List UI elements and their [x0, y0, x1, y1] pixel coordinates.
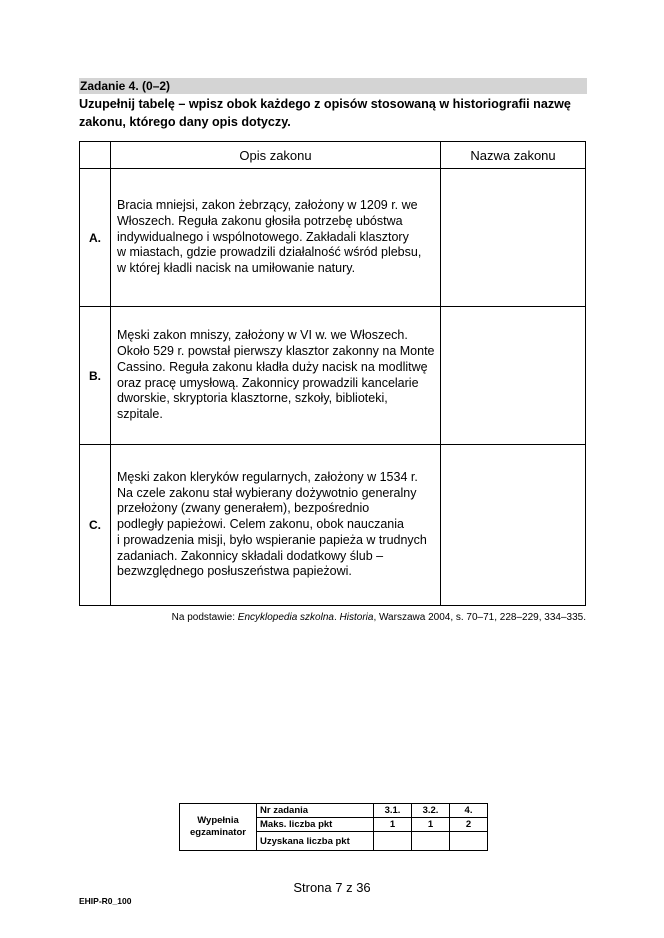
- score-row-label: Uzyskana liczba pkt: [257, 832, 374, 851]
- document-code: EHIP-R0_100: [79, 896, 132, 906]
- score-row-label: Nr zadania: [257, 804, 374, 818]
- order-description: Bracia mniejsi, zakon żebrzący, założony w 1209 r. we Włoszech. Reguła zakonu głosiła potrzebę ubóstwa indywidualnego i wspólnotowego. Zakładali klasztory w miastach, gdzie prowadzili działalność wśród plebsu, w której kładli nacisk na umiłowanie natury.: [111, 169, 441, 307]
- task-number: 3.1.: [374, 804, 412, 818]
- score-box: [179, 803, 488, 851]
- obtained-points-cell[interactable]: [412, 832, 450, 851]
- source-prefix: Na podstawie:: [171, 612, 238, 623]
- order-name-answer-cell[interactable]: [441, 445, 586, 606]
- row-letter: A.: [80, 169, 111, 307]
- task-header: Zadanie 4. (0–2): [79, 78, 587, 94]
- max-points: 1: [374, 818, 412, 832]
- max-points: 1: [412, 818, 450, 832]
- obtained-points-cell[interactable]: [374, 832, 412, 851]
- page-number: Strona 7 z 36: [293, 880, 371, 895]
- source-subtitle: Historia: [339, 612, 374, 623]
- source-title: Encyklopedia szkolna: [237, 612, 334, 623]
- obtained-points-cell[interactable]: [450, 832, 488, 851]
- table-row: [80, 169, 586, 307]
- source-citation: [168, 612, 586, 623]
- task-number: 3.2.: [412, 804, 450, 818]
- order-description: Męski zakon mniszy, założony w VI w. we Włoszech. Około 529 r. powstał pierwszy klasztor zakonny na Monte Cassino. Reguła zakonu kładła duży nacisk na modlitwę oraz pracę umysłową. Zakonnicy prowadzili kancelarie dworskie, skryptoria klasztorne, szkoły, biblioteki, szpitale.: [111, 307, 441, 445]
- order-description: Męski zakon kleryków regularnych, założony w 1534 r. Na czele zakonu stał wybierany dożywotnio generalny przełożony (zwany generałem), bezpośrednio podległy papieżowi. Celem zakonu, obok nauczania i prowadzenia misji, było wspieranie papieża w trudnych zadaniach. Zakonnicy składali dodatkowy ślub – bezwzględnego posłuszeństwa papieżowi.: [111, 445, 441, 606]
- row-letter: B.: [80, 307, 111, 445]
- source-separator: .: [333, 612, 340, 623]
- source-suffix: , Warszawa 2004, s. 70–71, 228–229, 334–335.: [373, 612, 586, 623]
- header-order-name: Nazwa zakonu: [441, 142, 586, 169]
- task-number: 4.: [450, 804, 488, 818]
- score-row-label: Maks. liczba pkt: [257, 818, 374, 832]
- table-header-row: [80, 142, 586, 169]
- header-empty-cell: [80, 142, 111, 169]
- orders-table: [79, 141, 586, 606]
- task-instruction: Uzupełnij tabelę – wpisz obok każdego z opisów stosowaną w historiografii nazwę zakonu, którego dany opis dotyczy.: [79, 97, 571, 129]
- order-name-answer-cell[interactable]: [441, 169, 586, 307]
- row-letter: C.: [80, 445, 111, 606]
- score-row: [180, 804, 488, 818]
- order-name-answer-cell[interactable]: [441, 307, 586, 445]
- filled-by-examiner: Wypełnia egzaminator: [180, 804, 257, 851]
- max-points: 2: [450, 818, 488, 832]
- table-row: [80, 307, 586, 445]
- header-description: Opis zakonu: [111, 142, 441, 169]
- table-row: [80, 445, 586, 606]
